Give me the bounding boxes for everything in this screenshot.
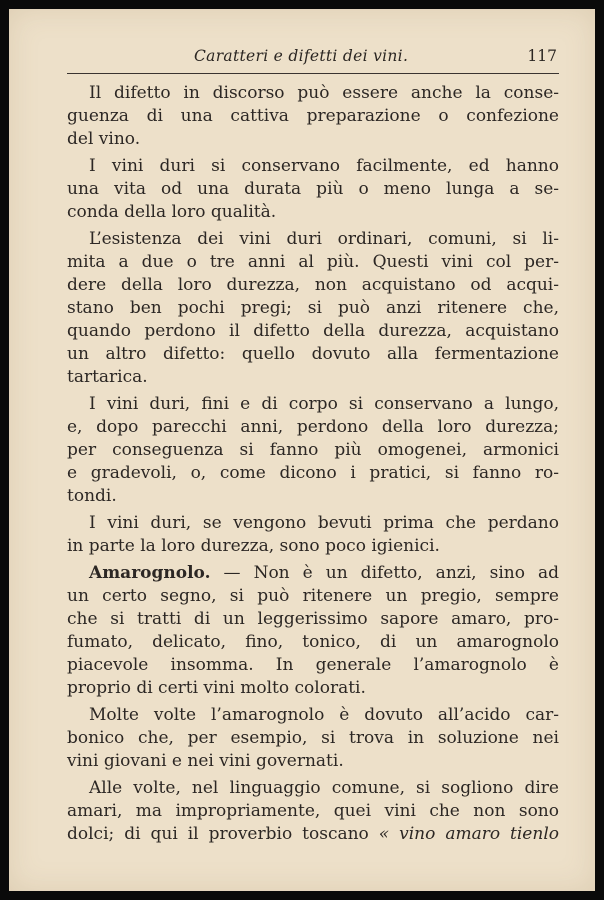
text-line: fumato, delicato, fino, tonico, di un amarognolo — [67, 632, 559, 653]
page-body — [67, 82, 559, 850]
text-line: guenza di una cattiva preparazione o confezione — [67, 106, 559, 127]
text-line: tartarica. — [67, 367, 148, 388]
running-header — [67, 35, 559, 74]
text-line: piacevole insomma. In generale l’amarognolo è — [67, 655, 559, 676]
text-line: un certo segno, si può ritenere un pregio, sempre — [67, 585, 559, 606]
text-line: e gradevoli, o, come dicono i pratici, si fanno ro- — [67, 463, 559, 484]
text-line: in parte la loro durezza, sono poco igienici. — [67, 536, 440, 557]
page-number: 117 — [527, 47, 557, 65]
paragraph — [67, 228, 559, 390]
text-line: e, dopo parecchi anni, perdono della loro durezza; — [67, 417, 559, 438]
text-line: tondi. — [67, 486, 117, 507]
text-line: Il difetto in discorso può essere anche la conse- — [89, 83, 559, 103]
text-fragment: dolci; di qui il proverbio toscano — [67, 824, 379, 845]
text-line: che si tratti di un leggerissimo sapore amaro, pro- — [67, 609, 559, 630]
paragraph — [67, 704, 559, 773]
text-line: bonico che, per esempio, si trova in soluzione nei — [67, 728, 559, 749]
paragraph — [67, 777, 559, 846]
text-line: del vino. — [67, 129, 141, 150]
text-line: Alle volte, nel linguaggio comune, si sogliono dire — [89, 777, 559, 798]
text-line: un altro difetto: quello dovuto alla fermentazione — [67, 344, 559, 365]
text-line: vini giovani e nei vini governati. — [67, 751, 344, 772]
text-line: I vini duri, se vengono bevuti prima che perdano — [89, 513, 559, 534]
paragraph — [67, 562, 559, 701]
text-line: dere della loro durezza, non acquistano od acqui- — [67, 274, 559, 295]
text-line: L’esistenza dei vini duri ordinari, comuni, si li- — [89, 228, 559, 249]
text-line: conda della loro qualità. — [67, 202, 277, 223]
text-line: per conseguenza si fanno più omogenei, armonici — [67, 440, 559, 461]
paragraph — [67, 512, 559, 558]
text-line: una vita od una durata più o meno lunga a se- — [67, 178, 559, 199]
paragraph — [67, 155, 559, 224]
text-line: stano ben pochi pregi; si può anzi ritenere che, — [67, 298, 559, 319]
text-line: quando perdono il difetto della durezza, acquistano — [67, 321, 559, 342]
text-line: I vini duri si conservano facilmente, ed hanno — [89, 155, 559, 176]
text-line — [67, 562, 559, 585]
text-line: amari, ma impropriamente, quei vini che non sono — [67, 800, 559, 821]
quoted-proverb: « vino amaro tienlo — [378, 824, 559, 845]
running-title: Caratteri e difetti dei vini. — [194, 47, 409, 65]
paragraph — [67, 393, 559, 508]
text-line: proprio di certi vini molto colorati. — [67, 678, 366, 699]
text-line — [67, 823, 559, 846]
section-term: Amarognolo. — [89, 562, 211, 583]
text-fragment: — Non è un difetto, anzi, sino ad — [210, 562, 559, 583]
text-line: I vini duri, fini e di corpo si conservano a lungo, — [89, 394, 559, 414]
text-line: mita a due o tre anni al più. Questi vini col per- — [67, 251, 559, 272]
book-page — [9, 9, 595, 891]
text-line: Molte volte l’amarognolo è dovuto all’acido car- — [89, 705, 559, 725]
paragraph — [67, 82, 559, 151]
